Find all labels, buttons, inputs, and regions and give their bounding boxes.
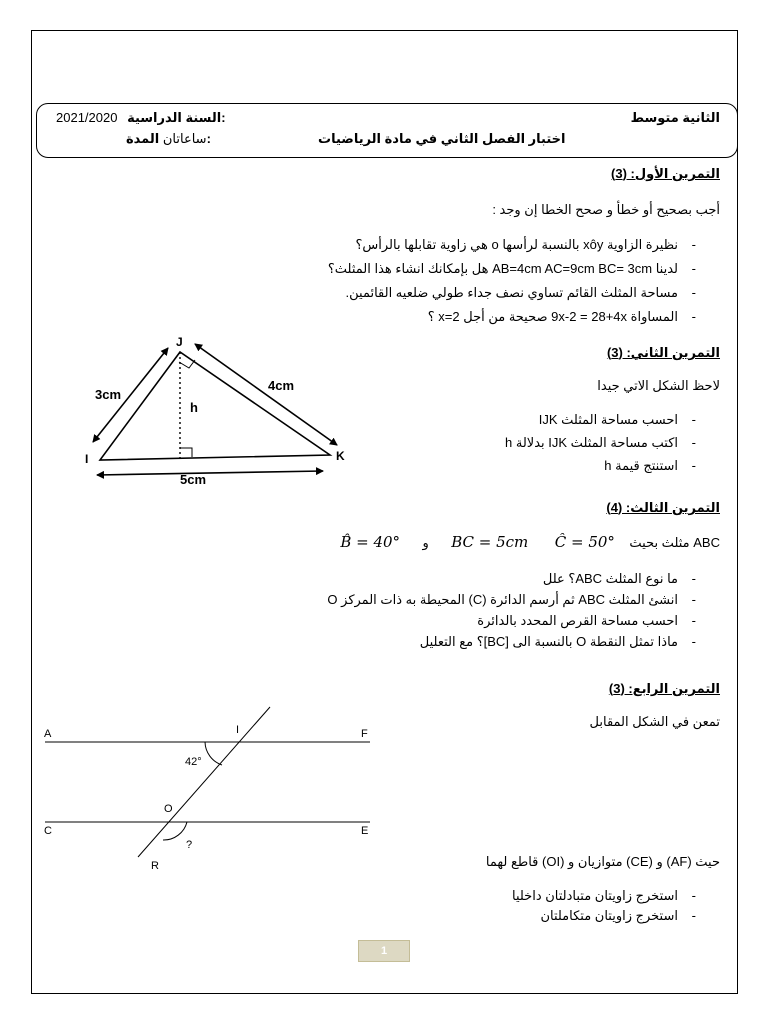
exercise2-item: - اكتب مساحة المثلث IJK بدلالة h	[505, 434, 700, 452]
given-c: Ĉ = 50°	[554, 533, 615, 551]
point-a-label: A	[44, 728, 52, 740]
side-jk-label: 4cm	[268, 378, 295, 393]
exercise2-list	[505, 411, 700, 475]
duration-value: ساعاتان	[162, 131, 207, 146]
height-label: h	[190, 400, 198, 415]
school-year	[56, 110, 226, 126]
exercise4-given: حيث (AF) و (CE) متوازيان و (OI) قاطع لهما	[485, 854, 720, 869]
duration-label: المدة:	[126, 131, 211, 146]
exercise4-item: - استخرج زاويتان متبادلتان داخليا	[512, 887, 700, 905]
side-ij-label: 3cm	[95, 387, 122, 402]
exercise1-item: - لدينا AB=4cm AC=9cm BC= 3cm هل بإمكانك انشاء هذا المثلث؟	[328, 260, 700, 278]
dimension-jk-arrow	[195, 344, 337, 445]
vertex-k-label: K	[336, 449, 345, 463]
exercise3-given	[340, 533, 720, 552]
side-ik-label: 5cm	[180, 472, 207, 487]
exercise4-title: التمرين الرابع: (3)	[608, 681, 720, 696]
exercise1-item: - المساواة 9x-2 = 28+4x صحيحة من أجل x=2 ؟	[328, 308, 700, 326]
exercise2-item: - استنتج قيمة h	[505, 457, 700, 475]
exercise1-item: - نظيرة الزاوية xôy بالنسبة لرأسها o هي زاوية تقابلها بالرأس؟	[328, 236, 700, 254]
duration	[120, 131, 211, 147]
point-o-label: O	[164, 803, 173, 815]
exercise4-item: - استخرج زاويتان متكاملتان	[512, 907, 700, 925]
exercise3-item: - انشئ المثلث ABC ثم أرسم الدائرة (C) المحيطة به ذات المركز O	[327, 591, 700, 609]
school-year-value: 2021/2020	[56, 110, 118, 125]
point-r-label: R	[151, 860, 159, 872]
dimension-ik-arrow	[97, 471, 323, 475]
triangle-ijk-figure	[75, 330, 355, 490]
grade-label: الثانية متوسط	[630, 110, 720, 125]
vertex-j-label: J	[176, 335, 183, 349]
given-b: B̂ = 40°	[340, 533, 401, 551]
exercise1-list	[328, 236, 700, 326]
angle-42-arc	[205, 742, 222, 765]
point-i-label: I	[236, 724, 240, 736]
triangle-ijk	[100, 352, 330, 460]
angle-unknown-label: ?	[186, 839, 193, 851]
point-e-label: E	[361, 825, 369, 837]
point-c-label: C	[44, 825, 52, 837]
right-angle-foot-mark	[180, 448, 192, 457]
exercise4-instruction: تمعن في الشكل المقابل	[589, 714, 720, 729]
parallel-lines-figure	[35, 702, 380, 882]
exercise3-item: - ماذا تمثل النقطة O بالنسبة الى [BC]؟ مع التعليل	[327, 633, 700, 651]
given-and: و	[422, 535, 429, 550]
page-number-badge	[358, 940, 410, 962]
point-f-label: F	[361, 728, 368, 740]
exercise3-item: - ما نوع المثلث ABC؟ علل	[327, 570, 700, 588]
exercise2-instruction: لاحظ الشكل الاتي جيدا	[597, 378, 720, 393]
exercise2-item: - احسب مساحة المثلث IJK	[505, 411, 700, 429]
page-number: 1	[380, 945, 388, 957]
vertex-i-label: I	[85, 452, 89, 466]
angle-42-label: 42°	[185, 756, 202, 768]
exercise2-title: التمرين الثاني: (3)	[606, 345, 720, 360]
exercise3-title: التمرين الثالث: (4)	[606, 500, 720, 515]
exercise1-instruction: أجب بصحيح أو خطأ و صحح الخطا إن وجد :	[492, 202, 720, 217]
school-year-label: السنة الدراسية:	[127, 110, 226, 125]
given-text: ABC مثلث بحيث	[629, 535, 720, 550]
exercise1-item: - مساحة المثلث القائم تساوي نصف جداء طولي ضلعيه القائمين.	[328, 284, 700, 302]
exercise3-list	[327, 570, 700, 651]
transversal-oi	[138, 707, 270, 857]
exercise1-title: التمرين الأول: (3)	[611, 166, 720, 181]
exam-title: اختبار الفصل الثاني في مادة الرياضيات	[318, 131, 566, 146]
exercise4-list	[512, 887, 700, 925]
given-bc: BC = 5cm	[451, 533, 529, 551]
exercise3-item: - احسب مساحة القرص المحدد بالدائرة	[327, 612, 700, 630]
